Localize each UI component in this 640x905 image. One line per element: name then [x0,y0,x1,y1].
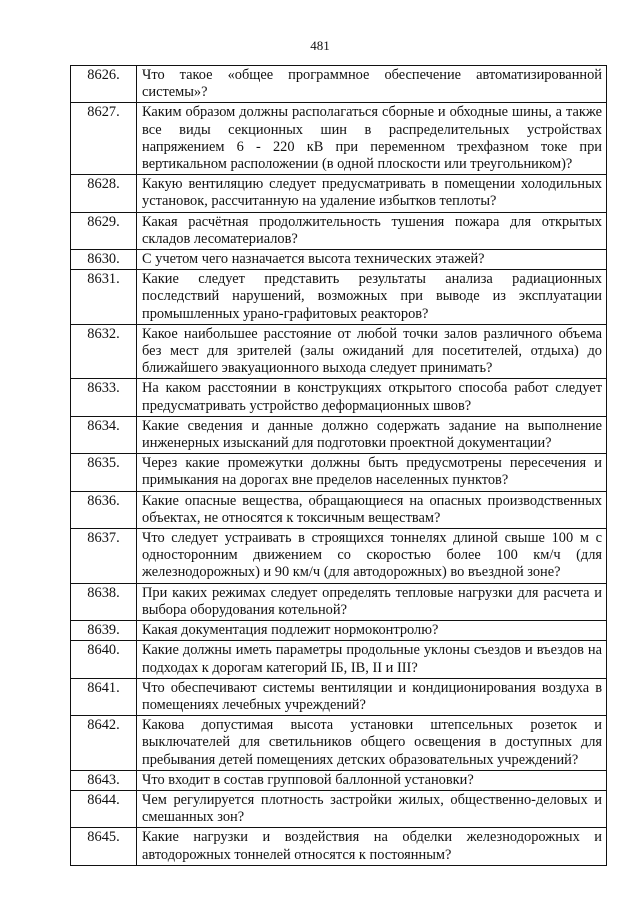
table-row [71,621,607,641]
questions-table [70,65,607,866]
question-text: Какое наибольшее расстояние от любой точки залов различного объема без мест для зрителей (залы ожиданий для посетителей, отдыха) до ближайшего эвакуационного выхода следует принимать? [137,324,607,379]
question-number: 8635. [71,454,137,491]
question-text: Каким образом должны располагаться сборные и обходные шины, а также все виды секционных шин в распределительных устройствах напряжением 6 - 220 кВ при переменном трехфазном токе при вертикальном расположении (в одной плоскости или треугольником)? [137,103,607,175]
question-number: 8643. [71,770,137,790]
table-row [71,212,607,249]
question-text: Что обеспечивают системы вентиляции и кондиционирования воздуха в помещениях лечебных учреждений? [137,678,607,715]
question-text: Какую вентиляцию следует предусматривать в помещении холодильных установок, рассчитанную на удаление избытков теплоты? [137,175,607,212]
question-text: Какие должны иметь параметры продольные уклоны съездов и въездов на подходах к дорогам категорий IБ, IВ, II и III? [137,641,607,678]
question-number: 8641. [71,678,137,715]
question-text: Какие следует представить результаты анализа радиационных последствий нарушений, возможных при выводе из эксплуатации промышленных урано-графитовых реакторов? [137,270,607,325]
table-row [71,66,607,103]
table-row [71,828,607,865]
question-number: 8644. [71,790,137,827]
table-row [71,324,607,379]
table-row [71,491,607,528]
question-text: Что такое «общее программное обеспечение автоматизированной системы»? [137,66,607,103]
question-number: 8629. [71,212,137,249]
questions-table-body [71,66,607,866]
question-number: 8638. [71,583,137,620]
question-text: Чем регулируется плотность застройки жилых, общественно-деловых и смешанных зон? [137,790,607,827]
question-text: Какая документация подлежит нормоконтролю? [137,621,607,641]
question-text: На каком расстоянии в конструкциях открытого способа работ следует предусматривать устройство деформационных швов? [137,379,607,416]
table-row [71,641,607,678]
question-text: При каких режимах следует определять тепловые нагрузки для расчета и выбора оборудования котельной? [137,583,607,620]
page-number: 481 [310,38,330,53]
question-number: 8640. [71,641,137,678]
question-number: 8636. [71,491,137,528]
question-text: Какие сведения и данные должно содержать задание на выполнение инженерных изысканий для подготовки проектной документации? [137,416,607,453]
table-row [71,270,607,325]
question-text: Что входит в состав групповой баллонной установки? [137,770,607,790]
table-row [71,175,607,212]
table-row [71,103,607,175]
question-text: Какая расчётная продолжительность тушения пожара для открытых складов лесоматериалов? [137,212,607,249]
question-number: 8631. [71,270,137,325]
question-number: 8630. [71,250,137,270]
question-number: 8642. [71,716,137,771]
question-number: 8632. [71,324,137,379]
table-row [71,716,607,771]
question-text: Какова допустимая высота установки штепсельных розеток и выключателей для светильников общего освещения в доступных для пребывания детей помещениях детских образовательных учреждений? [137,716,607,771]
question-number: 8627. [71,103,137,175]
question-number: 8637. [71,529,137,584]
question-text: Через какие промежутки должны быть предусмотрены пересечения и примыкания на дорогах вне пределов населенных пунктов? [137,454,607,491]
table-row [71,454,607,491]
table-row [71,250,607,270]
question-number: 8628. [71,175,137,212]
question-text: С учетом чего назначается высота технических этажей? [137,250,607,270]
question-number: 8634. [71,416,137,453]
question-number: 8633. [71,379,137,416]
table-row [71,583,607,620]
table-row [71,770,607,790]
table-row [71,790,607,827]
question-number: 8645. [71,828,137,865]
question-number: 8639. [71,621,137,641]
question-text: Какие нагрузки и воздействия на обделки железнодорожных и автодорожных тоннелей относятся к постоянным? [137,828,607,865]
table-row [71,416,607,453]
table-row [71,529,607,584]
question-number: 8626. [71,66,137,103]
table-row [71,678,607,715]
question-text: Что следует устраивать в строящихся тоннелях длиной свыше 100 м с односторонним движением со скоростью более 100 км/ч (для железнодорожных) и 90 км/ч (для автодорожных) во въездной зоне? [137,529,607,584]
question-text: Какие опасные вещества, обращающиеся на опасных производственных объектах, не относятся к токсичным веществам? [137,491,607,528]
table-row [71,379,607,416]
